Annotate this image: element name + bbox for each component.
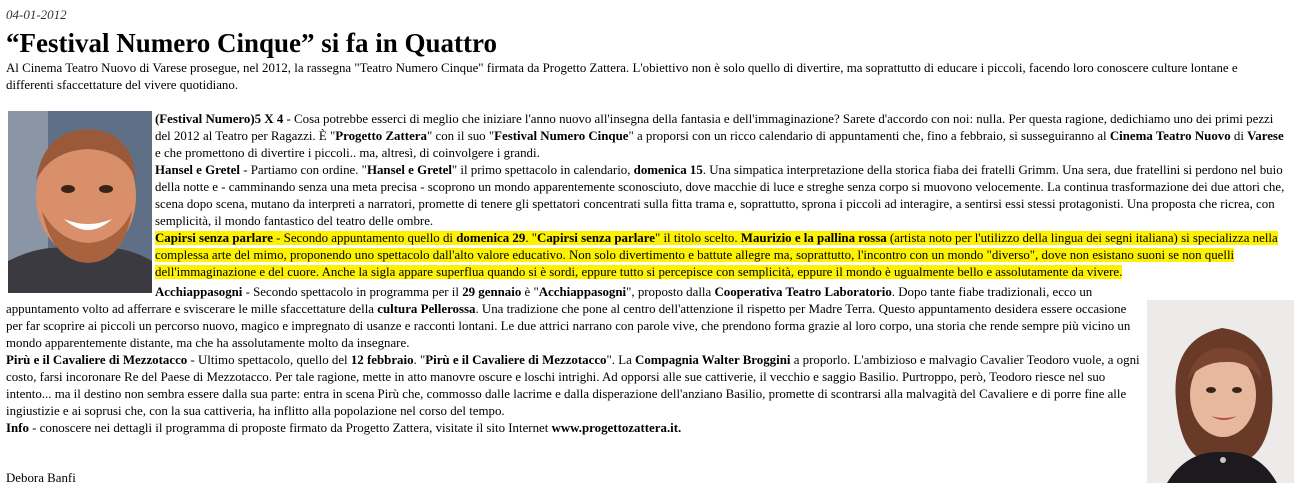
paragraph-acchiappasogni: Acchiappasogni - Secondo spettacolo in programma per il 29 gennaio è "Acchiappasogni", proposto dalla Cooperativa Teatro Laboratorio. Dopo tante fiabe tradizionali, ecco un appuntamento volto ad afferrare e sviscerare le mille sfaccettature della cultura Pellerossa. Una tradizione che pone al centro dell'attenzione il rispetto per Madre Terra. Questo appuntamento desidera essere occasione per far scoprire ai piccoli un percorso nuovo, magico e impregnato di usanze e racconti lontani. Le due attrici narrano con parole vive, che prendono forma grazie al loro corpo, una storia che rende sempre più vicino un mondo apparentemente distante, ma che ha assolutamente molto da insegnare. bbox=[6, 285, 1131, 350]
website-link: www.progettozattera.it. bbox=[551, 421, 682, 435]
article-body-upper bbox=[155, 111, 1291, 281]
photo-smiling-bearded-man bbox=[8, 111, 152, 293]
article-title: “Festival Numero Cinque” si fa in Quattro bbox=[6, 28, 498, 58]
article-author: Debora Banfi bbox=[6, 471, 76, 485]
paragraph-capirsi-highlighted: Capirsi senza parlare - Secondo appuntamento quello di domenica 29. "Capirsi senza parlare" il titolo scelto. Maurizio e la pallina rossa (artista noto per l'utilizzo della lingua dei segni italiana) si specializza nella complessa arte del mimo, proponendo uno spettacolo dall'alto valore educativo. Non solo divertimento e battute allegre ma, soprattutto, l'incontro con un mondo "diverso", dove non esistano suoni se non quelli dell'immaginazione e del cuore. Anche la sigla appare superflua quando si è sordi, eppure tutto si percepisce con semplicità, eppure il mondo è ugualmente bello e assolutamente da vivere. bbox=[155, 231, 1278, 279]
photo-woman-with-dark-hair bbox=[1147, 300, 1294, 483]
article-date: 04-01-2012 bbox=[6, 7, 67, 22]
paragraph-info: Info - conoscere nei dettagli il programma di proposte firmato da Progetto Zattera, visitate il sito Internet www.progettozattera.it. bbox=[6, 421, 682, 435]
paragraph-festival: (Festival Numero)5 X 4 - Cosa potrebbe esserci di meglio che iniziare l'anno nuovo all'insegna della fantasia e dell'immaginazione? Sarete d'accordo con noi: nulla. Per questa ragione, dedichiamo uno dei primi pezzi del 2012 al Teatro per Ragazzi. È "Progetto Zattera" con il suo "Festival Numero Cinque" a proporsi con un ricco calendario di appuntamenti che, fino a febbraio, si susseguiranno al Cinema Teatro Nuovo di Varese e che promettono di divertire i piccoli.. ma, altresì, di coinvolgere i grandi. bbox=[155, 112, 1284, 160]
paragraph-piru: Pirù e il Cavaliere di Mezzotacco - Ultimo spettacolo, quello del 12 febbraio. "Pirù e il Cavaliere di Mezzotacco". La Compagnia Walter Broggini a proporlo. L'ambizioso e malvagio Cavalier Teodoro vuole, a ogni costo, farsi incoronare Re del Paese di Mezzotacco. Per tale ragione, mette in atto manovre oscure e loschi intrighi. Ad opporsi alle sue cattiverie, il vecchio e saggio Basilio. Purtroppo, però, Teodoro riesce nel suo intento... ma il destino non sembra essere dalla sua parte: entra in scena Pirù che, commosso dalle lacrime e dalla disperazione dell'anziano Basilio, promette di scontrarsi alla malvagità del Cavaliere e di porre fine alle ingiustizie e ai soprusi che, con la sua cattiveria, ha inflitto alla popolazione nel corso del tempo. bbox=[6, 353, 1140, 418]
article-intro: Al Cinema Teatro Nuovo di Varese prosegue, nel 2012, la rassegna "Teatro Numero Cinque" firmata da Progetto Zattera. L'obiettivo non è solo quello di divertire, ma soprattutto di educare i piccoli, facendo loro conoscere culture lontane e differenti sfaccettature del vivere quotidiano. bbox=[6, 61, 1238, 92]
paragraph-hansel-gretel: Hansel e Gretel - Partiamo con ordine. "Hansel e Gretel" il primo spettacolo in calendario, domenica 15. Una simpatica interpretazione della storica fiaba dei fratelli Grimm. Una sera, due fratellini si perdono nel buio della notte e - camminando senza una meta precisa - scoprono un mondo apparentemente sconosciuto, dove macchie di luce e streghe senza corpo si muovono velocemente. La continua trasformazione dei due attori che, scena dopo scena, mutano da interpreti a narratori, promette di tenere gli spettatori concentrati sulla fitta trama e, soprattutto, sprona i piccoli ad interagire, a sentirsi essi stessi protagonisti. Una proposta che ricrea, con semplicità, il mondo fantastico del teatro delle ombre. bbox=[155, 163, 1285, 228]
article-body-lower bbox=[6, 284, 1142, 437]
